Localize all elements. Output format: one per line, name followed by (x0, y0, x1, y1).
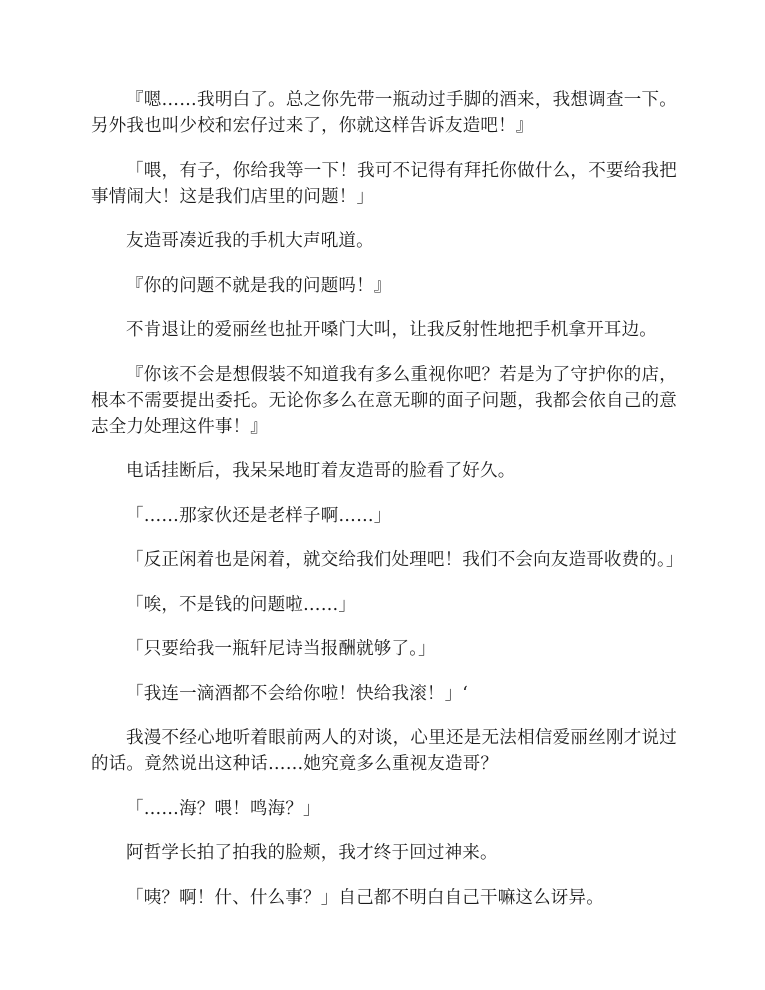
paragraph-6: 『你该不会是想假装不知道我有多么重视你吧？若是为了守护你的店，根本不需要提出委托。无论你多么在意无聊的面子问题，我都会依自己的意志全力处理这件事！』 (91, 364, 677, 437)
paragraph-7: 电话挂断后，我呆呆地盯着友造哥的脸看了好久。 (126, 461, 516, 481)
paragraph-15: 阿哲学长拍了拍我的脸颊，我才终于回过神来。 (126, 843, 498, 863)
paragraph-8: 「……那家伙还是老样子啊……」 (126, 505, 392, 526)
paragraph-3: 友造哥凑近我的手机大声吼道。 (126, 231, 374, 251)
paragraph-1: 『嗯……我明白了。总之你先带一瓶动过手脚的酒来，我想调查一下。另外我也叫少校和宏仔过来了，你就这样告诉友造吧！』 (91, 90, 677, 136)
paragraph-5: 不肯退让的爱丽丝也扯开嗓门大叫，让我反射性地把手机拿开耳边。 (126, 320, 657, 340)
paragraph-13: 我漫不经心地听着眼前两人的对谈，心里还是无法相信爱丽丝刚才说过的话。竟然说出这种话……她究竟多么重视友造哥？ (91, 728, 677, 774)
paragraph-12: 「我连一滴酒都不会给你啦！快给我滚！」‘ (126, 683, 469, 704)
paragraph-2: 「喂，有子，你给我等一下！我可不记得有拜托你做什么，不要给我把事情闹大！这是我们店里的问题！」 (91, 160, 677, 207)
paragraph-9: 「反正闲着也是闲着，就交给我们处理吧！我们不会向友造哥收费的。」 (126, 550, 684, 570)
body-text (91, 87, 684, 929)
paragraph-10: 「唉，不是钱的问题啦……」 (126, 594, 357, 615)
paragraph-16: 「咦？啊！什、什么事？」自己都不明白自己干嘛这么讶异。 (126, 887, 604, 908)
paragraph-14: 「……海？喂！鸣海？」 (126, 798, 321, 819)
paragraph-11: 「只要给我一瓶轩尼诗当报酬就够了。」 (126, 639, 436, 659)
paragraph-4: 『你的问题不就是我的问题吗！』 (126, 275, 392, 296)
